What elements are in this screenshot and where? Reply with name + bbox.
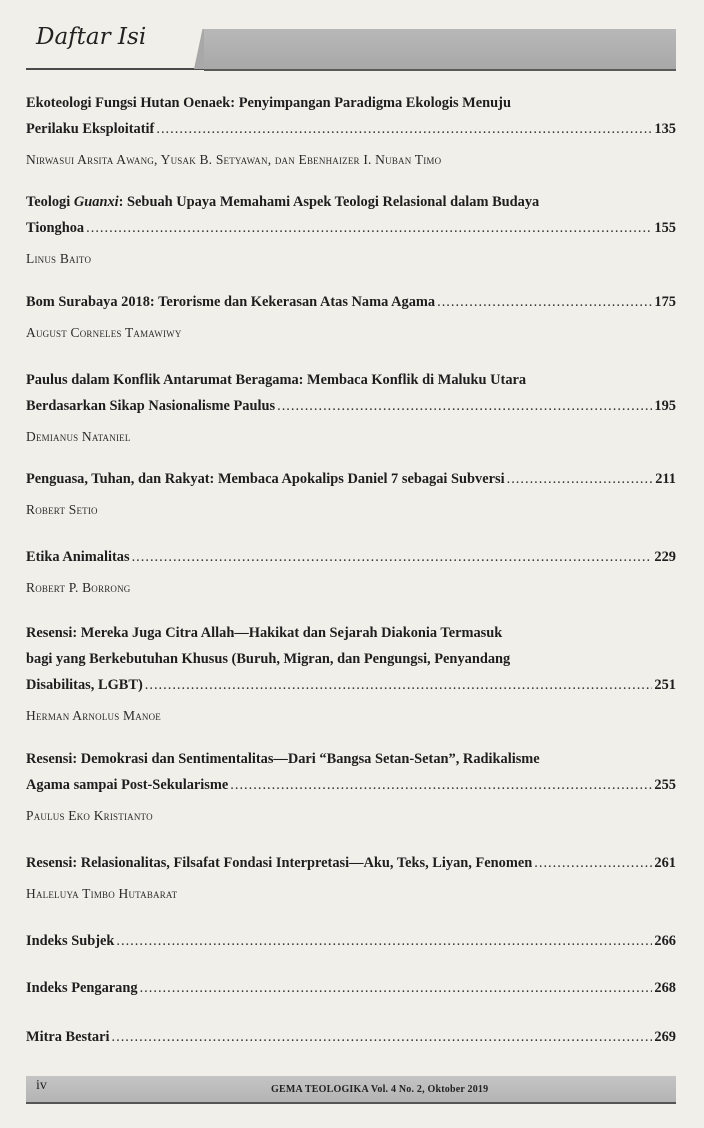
toc-title-line: Agama sampai Post-Sekularisme ..... 255: [26, 772, 676, 798]
toc-title-line: Penguasa, Tuhan, dan Rakyat: Membaca Apokalips Daniel 7 sebagai Subversi ..... 211: [26, 466, 676, 492]
toc-title-line: Ekoteologi Fungsi Hutan Oenaek: Penyimpangan Paradigma Ekologis Menuju: [26, 95, 511, 111]
toc-title-line: bagi yang Berkebutuhan Khusus (Buruh, Migran, dan Pengungsi, Penyandang: [26, 651, 511, 667]
page-title: Daftar Isi: [36, 24, 147, 50]
toc-entry[interactable]: [26, 544, 676, 596]
page-number: 251: [654, 677, 676, 693]
page-number: 255: [654, 777, 676, 793]
toc-title-line: Resensi: Demokrasi dan Sentimentalitas—Dari “Bangsa Setan-Setan”, Radikalisme: [26, 751, 540, 767]
toc-entry[interactable]: [26, 1024, 676, 1050]
footer-page-number: iv: [36, 1078, 47, 1093]
toc-entry[interactable]: [26, 90, 676, 168]
toc-entry[interactable]: [26, 975, 676, 1001]
toc-author: Paulus Eko Kristianto: [26, 808, 153, 823]
toc-entry[interactable]: [26, 189, 676, 267]
toc-author: Herman Arnolus Manoe: [26, 708, 162, 723]
toc-title-line: Resensi: Relasionalitas, Filsafat Fondasi Interpretasi—Aku, Teks, Liyan, Fenomen ..... 261: [26, 850, 676, 876]
page-number: 135: [654, 121, 676, 137]
page-number: 195: [654, 398, 676, 414]
footer-journal: GEMA TEOLOGIKA Vol. 4 No. 2, Oktober 2019: [271, 1084, 489, 1095]
page-number: 211: [655, 471, 676, 487]
toc-entry[interactable]: [26, 746, 676, 824]
toc-author: August Corneles Tamawiwy: [26, 325, 182, 340]
page-number: 269: [654, 1029, 676, 1045]
toc-author: Linus Baito: [26, 251, 92, 266]
toc-title-line: Disabilitas, LGBT) ..... 251: [26, 672, 676, 698]
toc-title-line: Mitra Bestari ..... 269: [26, 1024, 676, 1050]
page-number: 229: [654, 549, 676, 565]
toc-entry[interactable]: [26, 620, 676, 724]
toc-entry[interactable]: [26, 928, 676, 954]
toc-author: Demianus Nataniel: [26, 429, 131, 444]
toc-title-line: Perilaku Eksploitatif ..... 135: [26, 116, 676, 142]
toc-entry[interactable]: [26, 850, 676, 902]
page-number: 155: [654, 220, 676, 236]
page-number: 261: [654, 855, 676, 871]
toc-author: Robert P. Borrong: [26, 580, 131, 595]
toc-title-line: Indeks Subjek ..... 266: [26, 928, 676, 954]
toc-author: Haleluya Timbo Hutabarat: [26, 886, 178, 901]
toc-author: Robert Setio: [26, 502, 98, 517]
toc-title-line: Berdasarkan Sikap Nasionalisme Paulus ..... 195: [26, 393, 676, 419]
toc-entry[interactable]: [26, 367, 676, 445]
toc-title-line: Indeks Pengarang ..... 268: [26, 975, 676, 1001]
toc-title-line: Resensi: Mereka Juga Citra Allah—Hakikat dan Sejarah Diakonia Termasuk: [26, 625, 503, 641]
header-bar: [204, 29, 676, 71]
toc-entry[interactable]: [26, 289, 676, 341]
toc-entry[interactable]: [26, 466, 676, 518]
page-number: 268: [654, 980, 676, 996]
toc-title-line: Teologi Guanxi: Sebuah Upaya Memahami Aspek Teologi Relasional dalam Budaya: [26, 194, 540, 210]
toc-title-line: Bom Surabaya 2018: Terorisme dan Kekerasan Atas Nama Agama ..... 175: [26, 289, 676, 315]
toc-title-line: Tionghoa ..... 155: [26, 215, 676, 241]
toc-title-line: Paulus dalam Konflik Antarumat Beragama: Membaca Konflik di Maluku Utara: [26, 372, 527, 388]
toc-title-line: Etika Animalitas ..... 229: [26, 544, 676, 570]
toc-author: Nirwasui Arsita Awang, Yusak B. Setyawan, dan Ebenhaizer I. Nuban Timo: [26, 152, 442, 167]
page-number: 266: [654, 933, 676, 949]
page-number: 175: [654, 294, 676, 310]
